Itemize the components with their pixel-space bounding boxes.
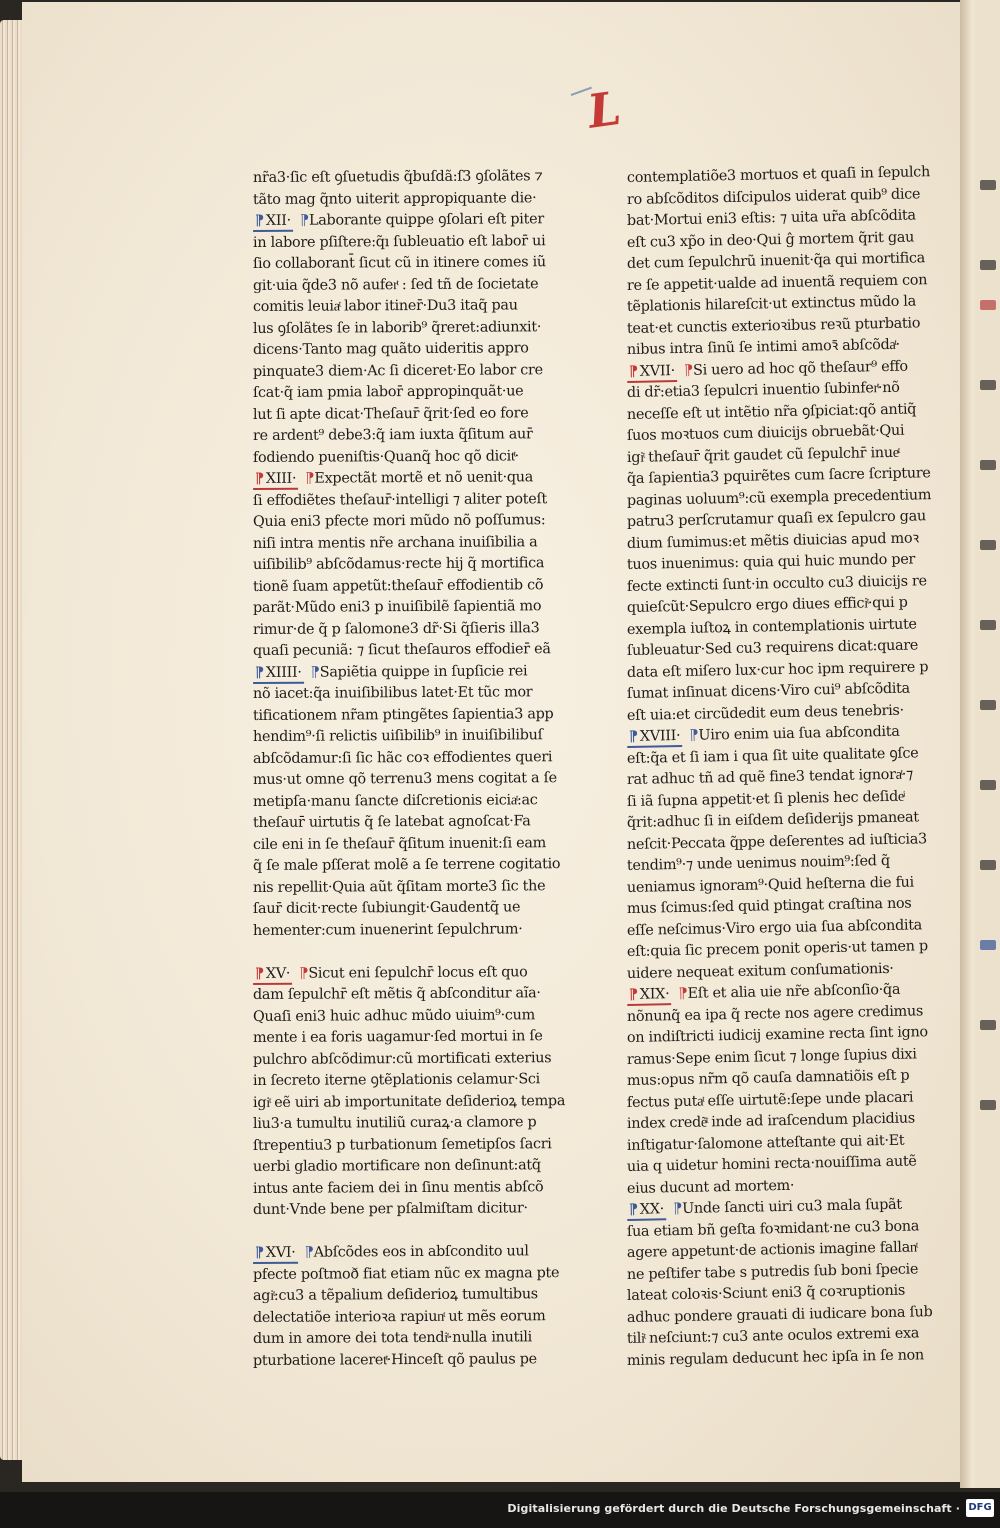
text-line	[253, 166, 571, 189]
text-line	[253, 317, 571, 340]
next-page-text-fragment	[980, 260, 996, 270]
chapter-marker	[253, 1244, 298, 1264]
right-text-column	[626, 164, 945, 1372]
chapter-number: XIIII·	[265, 664, 302, 681]
line-text: mente i ea foris uagamur·ſed mortui in ſe	[252, 1028, 543, 1046]
next-page-text-fragment	[980, 1100, 996, 1110]
line-text: minis regulam deducunt hec ipſa in ſe non	[626, 1346, 925, 1369]
text-line	[253, 1048, 571, 1071]
line-text: uerbi gladio mortificare non deſinunt:atq̃	[252, 1157, 541, 1175]
text-line	[253, 1349, 571, 1372]
line-text: niſi intra mentis nr̃e archana inuiſibilia a	[252, 533, 538, 552]
line-text: uidere nequeat exitum conſumationis·	[626, 960, 894, 982]
text-line	[253, 919, 571, 942]
chapter-text: Sapiẽtia quippe in ſupſicie rei	[319, 662, 528, 681]
chapter-text: Unde ſancti uiri cu3 mala ſupãt	[681, 1196, 902, 1217]
line-text: ſtrepentiu3 p turbationum ſemetipſos ſacri	[252, 1135, 552, 1154]
text-line	[253, 510, 571, 533]
text-line	[253, 360, 571, 383]
text-line	[253, 833, 571, 856]
line-text: exempla iuſtoꝝ in contemplationis uirtute	[626, 615, 917, 638]
line-text: nõ iacet:q̃a inuiſibilibus latet·Et tũc mor	[252, 684, 533, 702]
line-text: hendim⁹·ſi relictis uiſibilib⁹ in inuiſibilibuſ	[252, 727, 543, 745]
line-text: nõnunq̃ ea ipa q̃ recte nos agere credimus	[626, 1002, 924, 1025]
line-text: eſt:quia ſic precem ponit operis·ut tamen p	[626, 938, 929, 960]
line-text: ueniamus ignoram⁹·Quid heſterna die fui	[626, 873, 914, 896]
pilcrow-icon: ⁋	[628, 1200, 638, 1218]
line-text: hementer:cum inuenerint ſepulchrum·	[252, 920, 523, 939]
text-line	[253, 575, 571, 598]
line-text: intus ante faciem dei in ſinu mentis abſcõ	[252, 1178, 544, 1197]
text-line	[253, 338, 571, 361]
pilcrow-icon: ⁋	[295, 965, 309, 982]
text-line	[253, 1005, 571, 1028]
pilcrow-icon: ⁋	[254, 469, 264, 487]
line-text: data eſt miſero lux·cur hoc ipm requirere p	[626, 658, 929, 681]
text-line	[253, 639, 571, 662]
text-line	[253, 790, 571, 813]
line-text: ſi iã ſupna appetit·et ſi plenis hec deſideͥ	[626, 788, 905, 810]
line-text: cile eni in ſe theſaur̄ q̃ſitum inuenit:ſi eam	[252, 834, 547, 853]
pilcrow-icon: ⁋	[254, 964, 264, 982]
line-text: tendim⁹·⁊ unde uenimus nouim⁹:ſed q̃	[626, 852, 890, 874]
line-text: rat adhuc tñ ad quẽ fine3 tendat ignoraͭ·⁊	[626, 766, 914, 788]
next-page-text-fragment	[980, 180, 996, 190]
line-text: fodiendo pueniſtis·Quanq̃ hoc qõ dicitͭ·	[252, 447, 519, 466]
text-line	[253, 1198, 571, 1221]
line-text: ſcat·q̃ iam pmia labor̄ appropinquãt·ue	[252, 383, 524, 401]
pilcrow-icon: ⁋	[301, 470, 315, 487]
text-line	[253, 532, 571, 555]
text-line	[253, 618, 571, 641]
line-text: index credẽͭ inde ad iraſcendum placidius	[626, 1110, 916, 1132]
line-text: inſtigatur·ſalomone atteſtante qui ait·Et	[626, 1132, 905, 1154]
line-text: ſi effodiẽtes theſaur̄·intelligi ⁊ aliter poteſt	[252, 490, 547, 509]
text-line	[253, 252, 571, 275]
line-text: Quaſi eni3 huic adhuc mũdo uiuim⁹·cum	[252, 1006, 536, 1025]
text-line	[253, 274, 571, 297]
line-text: eſt cu3 xp̃o in deo·Qui ĝ mortem q̃rit gau	[626, 228, 915, 251]
text-line	[253, 940, 571, 963]
pilcrow-icon: ⁋	[628, 362, 638, 380]
chapter-number: XV·	[265, 965, 291, 982]
line-text: uia q uidetur homini recta·nouiſſima autẽ	[626, 1153, 917, 1175]
text-line	[253, 768, 571, 791]
chapter-text: Uiro enim uia ſua abſcondita	[698, 723, 900, 744]
chapter-number: XIX·	[639, 986, 670, 1003]
text-line	[253, 1327, 571, 1350]
text-line	[253, 704, 571, 727]
text-line	[253, 424, 571, 447]
line-text: parãt·Mũdo eni3 p inuiſibilẽ ſapientiã mo	[252, 598, 542, 616]
text-line	[253, 295, 571, 318]
chapter-text: Eſt et alia uie nr̃e abſconſio·q̃a	[687, 981, 901, 1002]
text-line	[253, 1069, 571, 1092]
line-text: eſt uia:et circũdedit eum deus tenebris·	[626, 702, 904, 724]
line-text: eius ducunt ad mortem·	[626, 1177, 795, 1197]
line-text: dunt·Vnde bene per pſalmiſtam dicitur·	[252, 1200, 528, 1218]
funding-credit: Digitalisierung gefördert durch die Deutsche Forschungsgemeinschaft ·	[507, 1502, 960, 1515]
line-text: git·uia q̃de3 nõ auferͭ : ſed tñ de ſocietate	[252, 275, 539, 294]
text-line	[253, 446, 571, 469]
next-page-text-fragment	[980, 780, 996, 790]
line-text: ſua etiam bñ geſta foꝛmidant·ne cu3 bona	[626, 1217, 920, 1240]
text-line	[253, 1263, 571, 1286]
text-line	[253, 983, 571, 1006]
line-text: dium ſumimus:et mẽtis diuicias apud moꝛ	[626, 529, 919, 552]
line-text: q̃rit:adhuc ſi in eiſdem deſiderijs pmaneat	[626, 809, 919, 831]
line-text: pinquate3 diem·Ac ſi diceret·Eo labor cre	[252, 361, 543, 380]
line-text: pfecte poſtmoð fiat etiam nũc ex magna pte	[252, 1264, 560, 1283]
pilcrow-icon: ⁋	[254, 211, 264, 229]
line-text: comitis leuiaͭ labor itiner̄·Du3 itaq̃ pau	[252, 297, 518, 315]
pilcrow-icon: ⁋	[679, 362, 694, 379]
text-line	[253, 1220, 571, 1243]
chapter-marker	[253, 964, 292, 984]
text-line	[253, 811, 571, 834]
line-text: tionẽ ſuam appetũt:theſaur̄ effodientib cõ	[252, 576, 544, 595]
chapter-text: Laborante quippe ꝯſolari eſt piter	[308, 211, 544, 229]
line-text: mus ſcimus:ſed quid ptingat craſtina nos	[626, 895, 912, 917]
text-line	[253, 747, 571, 770]
line-text: rimur·de q̃ p ſalomone3 dr̃·Si q̃ſieris illa3	[252, 619, 540, 638]
text-line	[253, 553, 571, 576]
text-line	[253, 962, 571, 985]
text-line	[253, 188, 571, 211]
pilcrow-icon: ⁋	[628, 727, 638, 745]
chapter-text: Abſcõdes eos in abſcondito uul	[313, 1243, 529, 1261]
pilcrow-icon: ⁋	[254, 663, 264, 681]
next-page-text-fragment	[980, 860, 996, 870]
chapter-number: XII·	[265, 212, 291, 229]
line-text: delectatiõe interioꝛa rapiunͭ ut mẽs eorum	[252, 1307, 546, 1326]
chapter-number: XIII·	[265, 470, 297, 487]
pilcrow-icon: ⁋	[628, 985, 638, 1003]
chapter-number: XVII·	[639, 362, 676, 380]
line-text: ſaur̄ dicit·recte ſubiungit·Gaudentq̃ ue	[252, 899, 521, 917]
line-text: lateat coloꝛis·Sciunt eni3 q̃ coꝛruptionis	[626, 1282, 906, 1304]
line-text: ne peſtifer tabe s putredis ſub boni ſpecie	[626, 1260, 919, 1283]
line-text: agere appetunt·de actionis imagine fallanͭ	[626, 1239, 917, 1261]
line-text: quieſcũt·Sepulcro ergo diues efficiͭ·qui p	[626, 594, 908, 616]
chapter-marker	[253, 470, 298, 490]
line-text: tificationem nr̃am ptingẽtes ſapientia3 app	[252, 705, 554, 724]
line-text: mus:opus nr̃m qõ cauſa damnatiõis eſt p	[626, 1067, 910, 1089]
line-text: igiͭ eẽ uiri ab importunitate deſiderioꝝ tempa	[252, 1092, 566, 1111]
line-text: ſio collaborant̄ ſicut cũ in itinere comes iũ	[252, 254, 546, 272]
line-text: contemplatiõe3 mortuos et quaſi in ſepulch	[626, 164, 931, 186]
text-line	[253, 1155, 571, 1178]
footer-bar	[0, 1492, 1000, 1528]
line-text: adhuc pondere grauati di iudicare bona ſub	[626, 1303, 933, 1326]
text-line	[253, 1306, 571, 1329]
chapter-marker	[627, 727, 683, 748]
line-text: tãto mag q̃nto uiterit appropiquante die·	[252, 189, 537, 208]
text-line	[253, 682, 571, 705]
line-text: ramus·Sepe enim ſicut ⁊ longe ſupius dixi	[626, 1045, 917, 1068]
pilcrow-icon: ⁋	[300, 1244, 314, 1261]
next-page-text-fragment	[980, 540, 996, 550]
text-line	[253, 1112, 571, 1135]
line-text: patru3 perſcrutamur quaſi ex ſepulcro gau	[626, 508, 927, 530]
chapter-number: XVIII·	[639, 727, 681, 745]
line-text: di dr̃:etia3 ſepulcri inuentio ſubinferͭ·nõ	[626, 379, 900, 401]
line-text: metipſa·manu ſancte diſcretionis eiciaͭ:ac	[252, 791, 538, 810]
text-line	[253, 596, 571, 619]
text-line	[253, 1091, 571, 1114]
next-page-text-fragment	[980, 380, 996, 390]
line-text: dam ſepulchr̄ eſt mẽtis q̃ abſconditur aĩa·	[252, 985, 541, 1003]
next-page-edge	[976, 0, 1000, 1488]
line-text: pturbatione laceretͭ·Hinceſt qõ paulus pe	[252, 1350, 537, 1369]
line-text: nis repellit·Quia aũt q̃ſitam morte3 ſic the	[252, 877, 546, 896]
line-text: on indiſtricti iudicij examine recta ſint igno	[626, 1024, 928, 1046]
text-line	[253, 1026, 571, 1049]
chapter-number: XX·	[639, 1201, 665, 1218]
next-page-text-fragment	[980, 700, 996, 710]
next-page-rubric-fragment	[980, 940, 996, 950]
text-line	[253, 231, 571, 254]
chapter-marker	[253, 663, 304, 683]
next-page-text-fragment	[980, 460, 996, 470]
pilcrow-icon: ⁋	[306, 664, 320, 681]
text-line	[253, 381, 571, 404]
text-line	[253, 1134, 571, 1157]
line-text: q̃a ſapientia3 pquirẽtes cum ſacre ſcripture	[626, 465, 931, 487]
line-text: dum in amore dei tota tendiͭ·nulla inutili	[252, 1329, 533, 1347]
text-line	[253, 661, 571, 684]
line-text: lut ſi apte dicat·Theſaur̄ q̃rit·ſed eo fore	[252, 404, 529, 423]
line-text: ſubleuatur·Sed cu3 requirens dicat:quare	[626, 637, 919, 659]
line-text: pulchro abſcõdimur:cũ mortificati exterius	[252, 1049, 552, 1068]
line-text: nibus intra ſinũ ſe intimi amoꝛ̄ abſcõdaͭ·	[626, 336, 900, 358]
line-text: liu3·a tumultu inutiliũ curaꝝ·a clamore p	[252, 1114, 537, 1132]
line-text: re ardent⁹ debe3:q̃ iam iuxta q̃ſitum aur̄	[252, 426, 533, 444]
line-text: ſuos moꝛtuos cum diuicijs obruebãt·Qui	[626, 422, 905, 444]
line-text: nr̃a3·ſic eſt ꝯſuetudis q̃buſdã:ſ3 ꝯſolãtes ⁊	[252, 168, 543, 186]
line-text: Quia eni3 pfecte mori mũdo nõ poſſumus:	[252, 512, 546, 530]
chapter-text: Sicut eni ſepulchr̄ locus eſt quo	[308, 963, 528, 982]
text-line	[253, 1177, 571, 1200]
text-line	[253, 876, 571, 899]
line-text: re ſe appetit·ualde ad inuentã requiem con	[626, 271, 928, 294]
line-text: tẽplationis hilareſcit·ut extinctus mũdo la	[626, 293, 917, 315]
line-text: teat·et cunctis exterioꝛibus reꝛũ pturbatio	[626, 314, 921, 337]
line-text: fectus putaͭ eſſe uirtutẽ:ſepe unde placari	[626, 1089, 914, 1111]
pilcrow-icon: ⁋	[295, 212, 310, 229]
line-text: eſſe neſcimus·Viro ergo uia ſua abſcondita	[626, 916, 923, 939]
line-text: theſaur̄ uirtutis q̃ ſe latebat agnoſcat·Fa	[252, 813, 531, 831]
line-text: neſcit·Peccata q̃ppe deſerentes ad iuſticia3	[626, 830, 928, 853]
text-line	[253, 403, 571, 426]
line-text: eſt:q̃a et ſi iam i qua ſit uite qualitate ꝯſce	[626, 744, 919, 767]
text-line	[253, 725, 571, 748]
chapter-marker	[627, 362, 677, 383]
line-text: paginas uoluum⁹:cũ exempla precedentium	[626, 486, 932, 509]
line-text: dicens·Tanto mag quãto uideritis appro	[252, 340, 529, 358]
text-line	[253, 489, 571, 512]
line-text: lus ꝯſolãtes ſe in laborib⁹ q̃reret:adiunxit·	[252, 318, 542, 337]
pilcrow-icon: ⁋	[685, 727, 699, 744]
line-text: mus·ut omne qõ terrenu3 mens cogitat a ſe	[252, 770, 557, 788]
line-text: det cum ſepulchrũ inuenit·q̃a qui mortifica	[626, 250, 926, 272]
line-text: tiliͭ neſciunt:⁊ cu3 ante oculos extremi exa	[626, 1325, 920, 1347]
pilcrow-icon: ⁋	[668, 1200, 683, 1218]
folio-number: L	[584, 80, 625, 139]
text-line	[253, 854, 571, 877]
line-text: ro abſcõditos diſcipulos uiderat quib⁹ dice	[626, 185, 921, 208]
chapter-number: XVI·	[265, 1244, 296, 1261]
line-text: fecte extincti ſunt·in occulto cu3 diuicijs re	[626, 572, 927, 595]
line-text: in labore pſiſtere:q̃ı ſubleuatio eſt labor̄ ui	[252, 232, 546, 251]
chapter-marker	[627, 985, 672, 1006]
chapter-text: Expectãt mortẽ et nõ uenit·qua	[314, 469, 534, 487]
dfg-logo: DFG	[966, 1499, 994, 1517]
line-text: quaſi pecuniã: ⁊ ſicut theſauros effodier̄ eã	[252, 641, 551, 659]
next-page-rubric-fragment	[980, 300, 996, 310]
text-line	[253, 1284, 571, 1307]
chapter-marker	[253, 212, 293, 232]
line-text: in ſecreto iterne ꝯtẽplationis celamur·Sci	[252, 1071, 541, 1089]
line-text: q̃ ſe male pſſerat molẽ a ſe terrene cogitatio	[252, 856, 561, 874]
line-text: uiſibilib⁹ abſcõdamus·recte hij q̃ mortifica	[252, 555, 545, 573]
pilcrow-icon: ⁋	[674, 985, 688, 1003]
chapter-marker	[627, 1200, 666, 1221]
line-text: neceſſe eſt ut intẽtio nr̃a ꝯſpiciat:qõ antiq̃	[626, 400, 917, 423]
line-text: bat·Mortui eni3 eſtis: ⁊ uita ur̃a abſcõdita	[626, 207, 916, 229]
text-line	[253, 1241, 571, 1264]
text-line	[253, 467, 571, 490]
line-text: abſcõdamur:ſi ſic hãc coꝛ effodientes queri	[252, 748, 553, 767]
line-text: tuos inuenimus: quia qui huic mundo per	[626, 551, 916, 573]
line-text: ſumat inſinuat dicens·Viro cui⁹ abſcõdita	[626, 680, 911, 702]
next-page-text-fragment	[980, 620, 996, 630]
chapter-text: Si uero ad hoc qõ theſaur⁹ effo	[692, 358, 909, 379]
next-page-text-fragment	[980, 1020, 996, 1030]
line-text: agiͭ:cu3 a tẽpalium deſiderioꝝ tumultibus	[252, 1286, 538, 1304]
pilcrow-icon: ⁋	[254, 1243, 264, 1261]
left-text-column	[253, 168, 571, 1372]
line-text: igiͭ theſaur̄ q̃rit gaudet cũ ſepulchr̄ inueͭ	[626, 444, 900, 466]
text-line	[253, 209, 571, 232]
text-line	[253, 897, 571, 920]
